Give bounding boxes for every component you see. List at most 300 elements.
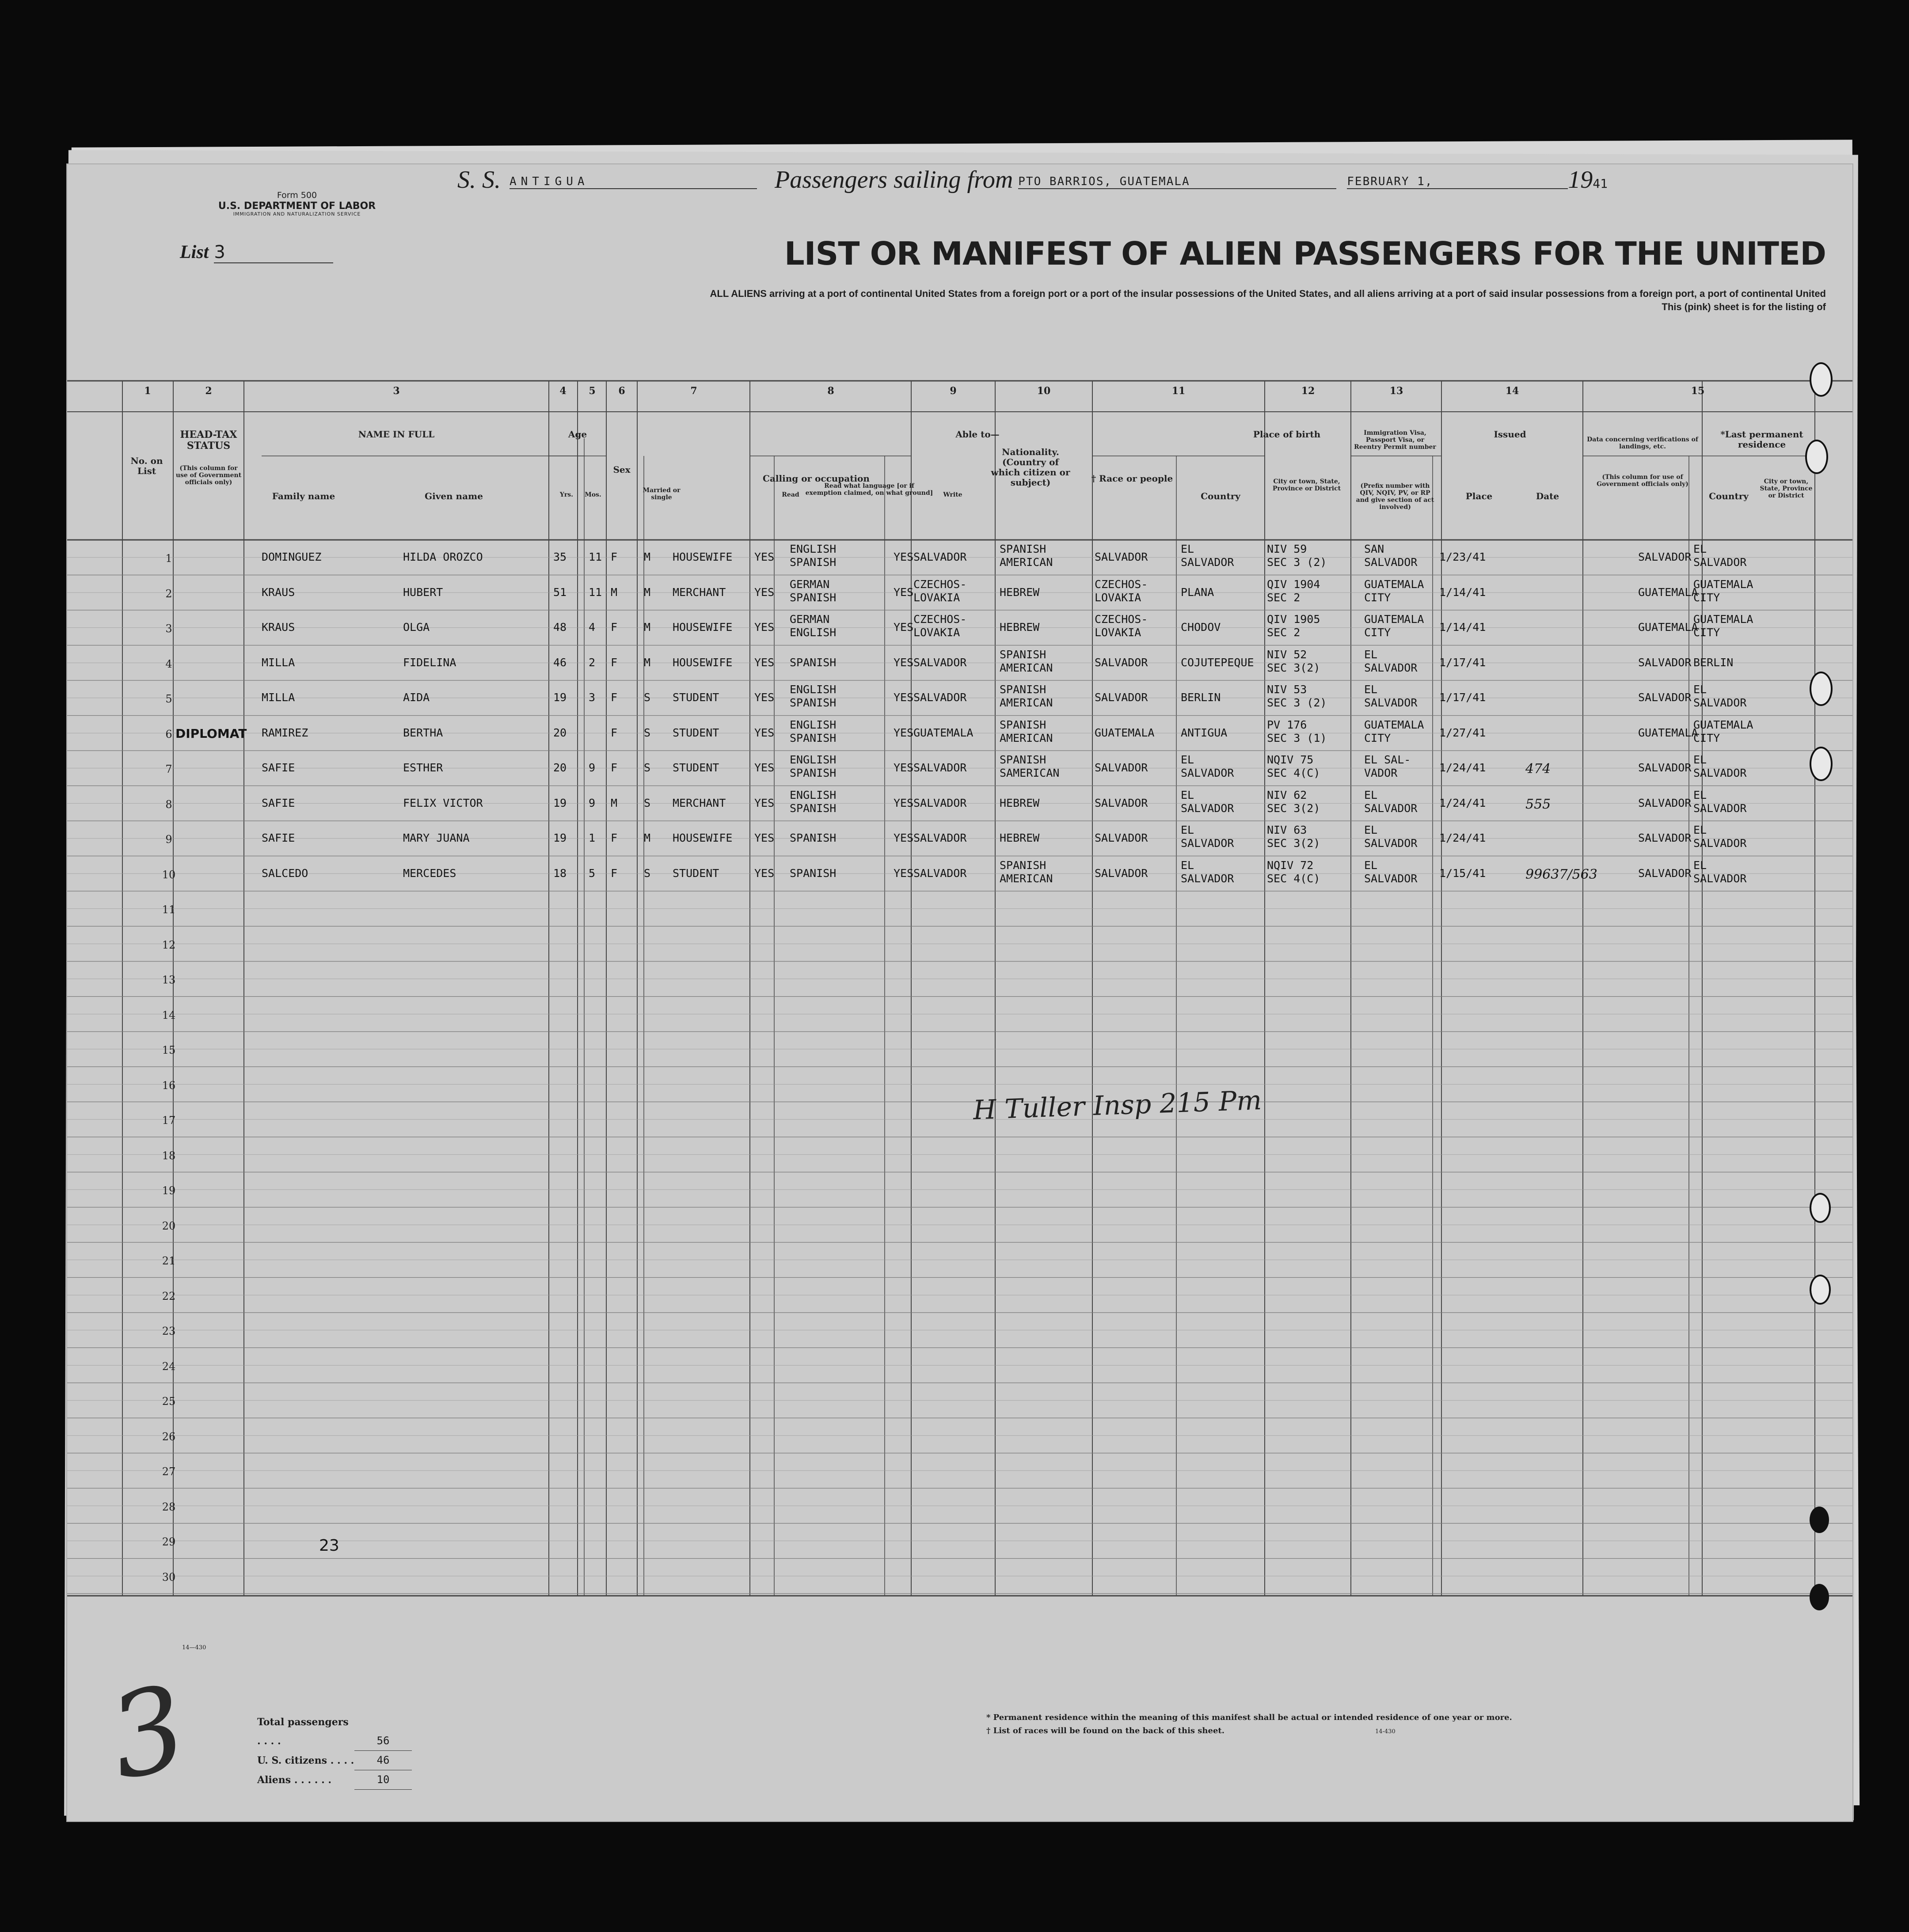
sex-cell: F [611, 621, 618, 634]
residence-city-cell: EL SALVADOR [1693, 824, 1747, 850]
occupation-cell: STUDENT [673, 691, 719, 704]
given-name-cell: BERTHA [403, 726, 443, 739]
ship-name: ANTIGUA [510, 175, 757, 189]
column-number: 4 [559, 385, 567, 397]
residence-country-cell: SALVADOR [1638, 796, 1692, 809]
marital-status-cell: M [644, 621, 651, 634]
row-number: 6 [165, 728, 172, 740]
issue-date-cell: 1/27/41 [1439, 726, 1486, 739]
read-cell: YES [754, 691, 775, 704]
birth-city-cell: ANTIGUA [1181, 726, 1228, 739]
read-cell: YES [754, 621, 775, 634]
row-number: 27 [162, 1465, 176, 1478]
table-row [67, 786, 1852, 821]
list-number: 3 [214, 242, 333, 263]
birth-city-cell: CHODOV [1181, 621, 1221, 634]
issue-place-cell: GUATEMALA CITY [1364, 613, 1424, 639]
race-cell: HEBREW [1000, 831, 1040, 844]
service-name: IMMIGRATION AND NATURALIZATION SERVICE [233, 211, 361, 217]
footnote-races: † List of races will be found on the back of this sheet. [986, 1726, 1225, 1735]
residence-country-cell: GUATEMALA [1638, 621, 1698, 634]
birth-city-cell: PLANA [1181, 585, 1214, 599]
birth-city-cell: EL SALVADOR [1181, 543, 1234, 569]
residence-country-cell: SALVADOR [1638, 866, 1692, 880]
verification-data-cell: 99637/563 [1525, 866, 1597, 882]
given-name-cell: MERCEDES [403, 866, 456, 880]
visa-number-cell: NQIV 75 SEC 4(C) [1267, 753, 1320, 779]
marital-status-cell: S [644, 726, 651, 739]
header-visa-note: (Prefix number with QIV, NQIV, PV, or RP and give section of act involved) [1356, 482, 1434, 511]
header-birth-country: Country [1201, 491, 1240, 501]
head-tax-status-cell: DIPLOMAT [175, 726, 247, 741]
age-years-cell: 20 [553, 761, 567, 774]
issue-place-cell: SAN SALVADOR [1364, 543, 1418, 569]
aliens-label: Aliens . . . . . . [257, 1774, 332, 1786]
department-name: U.S. DEPARTMENT OF LABOR [218, 200, 376, 212]
read-cell: YES [754, 866, 775, 880]
header-birth-city: City or town, State, Province or District [1272, 478, 1341, 493]
row-number: 17 [162, 1114, 176, 1127]
age-years-cell: 46 [553, 656, 567, 669]
row-number: 28 [162, 1500, 176, 1513]
race-cell: SPANISH AMERICAN [1000, 683, 1053, 709]
header-res-city: City or town, State, Province or District [1760, 478, 1813, 500]
race-cell: SPANISH AMERICAN [1000, 543, 1053, 569]
nationality-cell: SALVADOR [913, 761, 967, 774]
read-cell: YES [754, 726, 775, 739]
list-label: List [180, 242, 209, 262]
row-number: 19 [162, 1184, 176, 1197]
table-row [67, 856, 1852, 892]
row-number: 24 [162, 1360, 176, 1373]
marital-status-cell: M [644, 656, 651, 669]
given-name-cell: FIDELINA [403, 656, 456, 669]
column-number: 12 [1301, 385, 1315, 397]
row-number: 30 [162, 1571, 176, 1583]
column-number: 14 [1505, 385, 1519, 397]
total-passengers-value: 56 [354, 1731, 412, 1751]
write-cell: YES [894, 831, 914, 844]
given-name-cell: MARY JUANA [403, 831, 470, 844]
residence-country-cell: SALVADOR [1638, 831, 1692, 844]
residence-country-cell: SALVADOR [1638, 550, 1692, 563]
sex-cell: F [611, 831, 618, 844]
punch-hole [1810, 1584, 1829, 1610]
handwritten-list-mark: 3 [98, 1660, 198, 1806]
nationality-cell: SALVADOR [913, 866, 967, 880]
visa-number-cell: NQIV 72 SEC 4(C) [1267, 858, 1320, 885]
given-name-cell: FELIX VICTOR [403, 796, 483, 809]
nationality-cell: CZECHOS- LOVAKIA [913, 613, 967, 639]
age-years-cell: 20 [553, 726, 567, 739]
ss-label: S. S. [457, 166, 501, 194]
header-visa: Immigration Visa, Passport Visa, or Reentry Permit number [1354, 429, 1436, 451]
sex-cell: F [611, 656, 618, 669]
age-months-cell: 9 [589, 761, 596, 774]
write-cell: YES [894, 691, 914, 704]
read-cell: YES [754, 831, 775, 844]
given-name-cell: ESTHER [403, 761, 443, 774]
header-race: † Race or people [1091, 473, 1173, 484]
birth-country-cell: SALVADOR [1095, 796, 1148, 809]
language-cell: GERMAN SPANISH [790, 577, 837, 604]
punch-hole [1810, 1193, 1831, 1223]
residence-city-cell: EL SALVADOR [1693, 683, 1747, 709]
residence-city-cell: BERLIN [1693, 656, 1734, 669]
write-cell: YES [894, 866, 914, 880]
age-years-cell: 35 [553, 550, 567, 563]
row-number: 11 [162, 903, 176, 916]
birth-country-cell: GUATEMALA [1095, 726, 1155, 739]
issue-date-cell: 1/24/41 [1439, 796, 1486, 809]
visa-number-cell: NIV 63 SEC 3(2) [1267, 824, 1320, 850]
nationality-cell: SALVADOR [913, 691, 967, 704]
visa-number-cell: QIV 1905 SEC 2 [1267, 613, 1320, 639]
row-number: 2 [165, 587, 172, 600]
age-years-cell: 19 [553, 796, 567, 809]
row-number: 9 [165, 833, 172, 846]
family-name-cell: SAFIE [262, 831, 295, 844]
row-28-annotation: 23 [319, 1537, 339, 1555]
table-row [67, 751, 1852, 786]
issue-place-cell: EL SALVADOR [1364, 824, 1418, 850]
row-number: 14 [162, 1009, 176, 1021]
manifest-subtitle-2: This (pink) sheet is for the listing of [1662, 301, 1826, 312]
occupation-cell: HOUSEWIFE [673, 621, 733, 634]
birth-city-cell: EL SALVADOR [1181, 824, 1234, 850]
column-number: 15 [1691, 385, 1705, 397]
issue-place-cell: GUATEMALA CITY [1364, 718, 1424, 744]
punch-hole [1810, 362, 1833, 397]
occupation-cell: STUDENT [673, 726, 719, 739]
write-cell: YES [894, 585, 914, 599]
age-years-cell: 19 [553, 691, 567, 704]
form-number: Form 500 [277, 190, 317, 200]
sex-cell: F [611, 550, 618, 563]
footnote-residence: * Permanent residence within the meaning of this manifest shall be actual or intended residence of one year or more. [986, 1713, 1512, 1722]
column-number: 8 [827, 385, 834, 397]
read-cell: YES [754, 550, 775, 563]
birth-country-cell: SALVADOR [1095, 656, 1148, 669]
birth-country-cell: CZECHOS- LOVAKIA [1095, 577, 1148, 604]
occupation-cell: STUDENT [673, 866, 719, 880]
marital-status-cell: M [644, 585, 651, 599]
language-cell: ENGLISH SPANISH [790, 683, 837, 709]
header-married: Married or single [643, 487, 681, 501]
occupation-cell: HOUSEWIFE [673, 550, 733, 563]
row-number: 4 [165, 657, 172, 670]
marital-status-cell: M [644, 831, 651, 844]
header-issued: Issued [1494, 429, 1526, 440]
header-family-name: Family name [272, 491, 335, 501]
residence-city-cell: GUATEMALA CITY [1693, 718, 1753, 744]
sex-cell: M [611, 585, 618, 599]
row-number: 22 [162, 1290, 176, 1302]
header-place-of-birth: Place of birth [1253, 429, 1321, 440]
manifest-sheet [66, 163, 1853, 1822]
punch-hole [1810, 672, 1833, 706]
sex-cell: F [611, 761, 618, 774]
marital-status-cell: M [644, 550, 651, 563]
header-issued-place: Place [1465, 491, 1493, 501]
aliens-value: 10 [354, 1770, 412, 1790]
table-row [67, 645, 1852, 681]
issue-date-cell: 1/23/41 [1439, 550, 1486, 563]
family-name-cell: SAFIE [262, 796, 295, 809]
row-number: 1 [165, 552, 172, 565]
sex-cell: F [611, 866, 618, 880]
header-nationality: Nationality. (Country of which citizen or subject) [991, 447, 1070, 488]
race-cell: SPANISH AMERICAN [1000, 648, 1053, 674]
row-number: 10 [162, 868, 176, 881]
residence-country-cell: SALVADOR [1638, 761, 1692, 774]
visa-number-cell: NIV 59 SEC 3 (2) [1267, 543, 1327, 569]
bottom-form-code: 14—430 [182, 1644, 206, 1651]
issue-date-cell: 1/17/41 [1439, 691, 1486, 704]
residence-country-cell: SALVADOR [1638, 656, 1692, 669]
header-name-in-full: NAME IN FULL [358, 429, 435, 440]
family-name-cell: SAFIE [262, 761, 295, 774]
row-number: 26 [162, 1430, 176, 1443]
column-number: 7 [690, 385, 697, 397]
issue-date-cell: 1/17/41 [1439, 656, 1486, 669]
total-passengers-row [257, 1713, 412, 1751]
header-data-note: (This column for use of Government officials only) [1597, 474, 1688, 488]
visa-number-cell: QIV 1904 SEC 2 [1267, 577, 1320, 604]
marital-status-cell: S [644, 691, 651, 704]
age-months-cell: 1 [589, 831, 596, 844]
table-row [67, 821, 1852, 856]
row-number: 15 [162, 1044, 176, 1056]
residence-country-cell: GUATEMALA [1638, 726, 1698, 739]
totals-block [257, 1713, 412, 1790]
row-number: 3 [165, 622, 172, 635]
race-cell: SPANISH SAMERICAN [1000, 753, 1060, 779]
column-number: 6 [618, 385, 625, 397]
residence-city-cell: EL SALVADOR [1693, 788, 1747, 815]
birth-country-cell: SALVADOR [1095, 866, 1148, 880]
given-name-cell: HUBERT [403, 585, 443, 599]
issue-place-cell: EL SAL- VADOR [1364, 753, 1411, 779]
header-mos: Mos. [585, 491, 601, 498]
us-citizens-row [257, 1751, 412, 1770]
aliens-row [257, 1770, 412, 1790]
residence-city-cell: EL SALVADOR [1693, 543, 1747, 569]
race-cell: SPANISH AMERICAN [1000, 858, 1053, 885]
departure-date: FEBRUARY 1, [1347, 175, 1568, 189]
age-months-cell: 11 [589, 585, 602, 599]
column-number: 5 [589, 385, 596, 397]
race-cell: SPANISH AMERICAN [1000, 718, 1053, 744]
occupation-cell: MERCHANT [673, 796, 726, 809]
header-head-tax: HEAD-TAX STATUS [180, 429, 237, 452]
birth-city-cell: EL SALVADOR [1181, 858, 1234, 885]
birth-country-cell: SALVADOR [1095, 691, 1148, 704]
read-cell: YES [754, 585, 775, 599]
nationality-cell: GUATEMALA [913, 726, 974, 739]
header-issued-date: Date [1536, 491, 1559, 501]
footnote-form-code: 14-430 [1375, 1728, 1396, 1735]
language-cell: GERMAN ENGLISH [790, 613, 837, 639]
birth-city-cell: EL SALVADOR [1181, 788, 1234, 815]
family-name-cell: MILLA [262, 691, 295, 704]
residence-city-cell: GUATEMALA CITY [1693, 577, 1753, 604]
table-row [67, 680, 1852, 716]
read-cell: YES [754, 796, 775, 809]
marital-status-cell: S [644, 866, 651, 880]
marital-status-cell: S [644, 761, 651, 774]
birth-city-cell: BERLIN [1181, 691, 1221, 704]
given-name-cell: HILDA OROZCO [403, 550, 483, 563]
language-cell: SPANISH [790, 866, 837, 880]
column-number: 13 [1389, 385, 1403, 397]
column-number: 2 [205, 385, 212, 397]
punch-hole [1810, 1507, 1829, 1533]
nationality-cell: SALVADOR [913, 831, 967, 844]
nationality-cell: SALVADOR [913, 796, 967, 809]
language-cell: SPANISH [790, 656, 837, 669]
birth-country-cell: CZECHOS- LOVAKIA [1095, 613, 1148, 639]
column-number: 10 [1037, 385, 1051, 397]
write-cell: YES [894, 796, 914, 809]
issue-date-cell: 1/14/41 [1439, 585, 1486, 599]
given-name-cell: OLGA [403, 621, 430, 634]
header-able-to: Able to— [955, 429, 1000, 440]
residence-country-cell: SALVADOR [1638, 691, 1692, 704]
age-months-cell: 4 [589, 621, 596, 634]
sex-cell: F [611, 691, 618, 704]
column-number: 1 [144, 385, 151, 397]
visa-number-cell: NIV 62 SEC 3(2) [1267, 788, 1320, 815]
row-number: 16 [162, 1079, 176, 1092]
row-number: 23 [162, 1325, 176, 1337]
table-row [67, 540, 1852, 575]
issue-date-cell: 1/24/41 [1439, 831, 1486, 844]
age-years-cell: 18 [553, 866, 567, 880]
issue-date-cell: 1/24/41 [1439, 761, 1486, 774]
age-years-cell: 51 [553, 585, 567, 599]
family-name-cell: DOMINGUEZ [262, 550, 322, 563]
age-months-cell: 11 [589, 550, 602, 563]
visa-number-cell: NIV 53 SEC 3 (2) [1267, 683, 1327, 709]
occupation-cell: MERCHANT [673, 585, 726, 599]
read-cell: YES [754, 656, 775, 669]
header-language: Read what language [or if exemption claimed, on what ground] [805, 482, 933, 497]
row-number: 21 [162, 1255, 176, 1267]
birth-city-cell: EL SALVADOR [1181, 753, 1234, 779]
header-res-country: Country [1709, 491, 1749, 501]
row-number: 12 [162, 938, 176, 951]
language-cell: ENGLISH SPANISH [790, 753, 837, 779]
write-cell: YES [894, 550, 914, 563]
birth-country-cell: SALVADOR [1095, 761, 1148, 774]
us-citizens-label: U. S. citizens . . . . [257, 1755, 354, 1766]
language-cell: ENGLISH SPANISH [790, 788, 837, 815]
given-name-cell: AIDA [403, 691, 430, 704]
departure-port: PTO BARRIOS, GUATEMALA [1018, 175, 1336, 189]
column-number: 3 [393, 385, 400, 397]
header-given-name: Given name [425, 491, 483, 501]
manifest-grid [67, 164, 1852, 1821]
race-cell: HEBREW [1000, 621, 1040, 634]
sex-cell: M [611, 796, 618, 809]
nationality-cell: SALVADOR [913, 550, 967, 563]
birth-country-cell: SALVADOR [1095, 550, 1148, 563]
row-number: 13 [162, 974, 176, 986]
header-calling: Calling or occupation [763, 473, 870, 484]
total-passengers-label: Total passengers . . . . [257, 1716, 349, 1747]
row-number: 20 [162, 1219, 176, 1232]
sex-cell: F [611, 726, 618, 739]
nationality-cell: SALVADOR [913, 656, 967, 669]
age-months-cell: 9 [589, 796, 596, 809]
table-row [67, 575, 1852, 611]
year-prefix: 19 [1568, 166, 1593, 194]
residence-country-cell: GUATEMALA [1638, 585, 1698, 599]
language-cell: SPANISH [790, 831, 837, 844]
occupation-cell: STUDENT [673, 761, 719, 774]
visa-number-cell: PV 176 SEC 3 (1) [1267, 718, 1327, 744]
occupation-cell: HOUSEWIFE [673, 656, 733, 669]
table-row [67, 716, 1852, 751]
issue-place-cell: EL SALVADOR [1364, 683, 1418, 709]
row-number: 7 [165, 763, 172, 775]
year-suffix: 41 [1593, 176, 1608, 191]
write-cell: YES [894, 656, 914, 669]
manifest-title: LIST OR MANIFEST OF ALIEN PASSENGERS FOR THE UNITED [784, 235, 1826, 272]
us-citizens-value: 46 [354, 1751, 412, 1770]
age-months-cell: 3 [589, 691, 596, 704]
family-name-cell: RAMIREZ [262, 726, 308, 739]
row-number: 25 [162, 1395, 176, 1408]
issue-date-cell: 1/14/41 [1439, 621, 1486, 634]
header-read: Read [782, 491, 799, 498]
family-name-cell: KRAUS [262, 585, 295, 599]
row-number: 29 [162, 1536, 176, 1548]
birth-city-cell: COJUTEPEQUE [1181, 656, 1254, 669]
occupation-cell: HOUSEWIFE [673, 831, 733, 844]
issue-date-cell: 1/15/41 [1439, 866, 1486, 880]
family-name-cell: SALCEDO [262, 866, 308, 880]
residence-city-cell: EL SALVADOR [1693, 858, 1747, 885]
column-number: 11 [1171, 385, 1186, 397]
write-cell: YES [894, 621, 914, 634]
header-last-residence: *Last permanent residence [1720, 429, 1803, 450]
age-years-cell: 19 [553, 831, 567, 844]
race-cell: HEBREW [1000, 585, 1040, 599]
age-years-cell: 48 [553, 621, 567, 634]
voyage-line [457, 166, 1608, 194]
header-write: Write [943, 491, 962, 498]
issue-place-cell: EL SALVADOR [1364, 648, 1418, 674]
race-cell: HEBREW [1000, 796, 1040, 809]
verification-data-cell: 474 [1525, 761, 1551, 777]
row-number: 18 [162, 1149, 176, 1162]
write-cell: YES [894, 761, 914, 774]
header-yrs: Yrs. [559, 491, 574, 498]
verification-data-cell: 555 [1525, 796, 1551, 812]
issue-place-cell: EL SALVADOR [1364, 858, 1418, 885]
header-data-concerning: Data concerning verifications of landings, etc. [1587, 436, 1698, 451]
punch-hole [1810, 747, 1833, 781]
table-row [67, 610, 1852, 645]
age-months-cell: 2 [589, 656, 596, 669]
read-cell: YES [754, 761, 775, 774]
inspector-signature: H Tuller Insp 215 Pm [972, 1085, 1263, 1126]
language-cell: ENGLISH SPANISH [790, 718, 837, 744]
issue-place-cell: EL SALVADOR [1364, 788, 1418, 815]
birth-country-cell: SALVADOR [1095, 831, 1148, 844]
